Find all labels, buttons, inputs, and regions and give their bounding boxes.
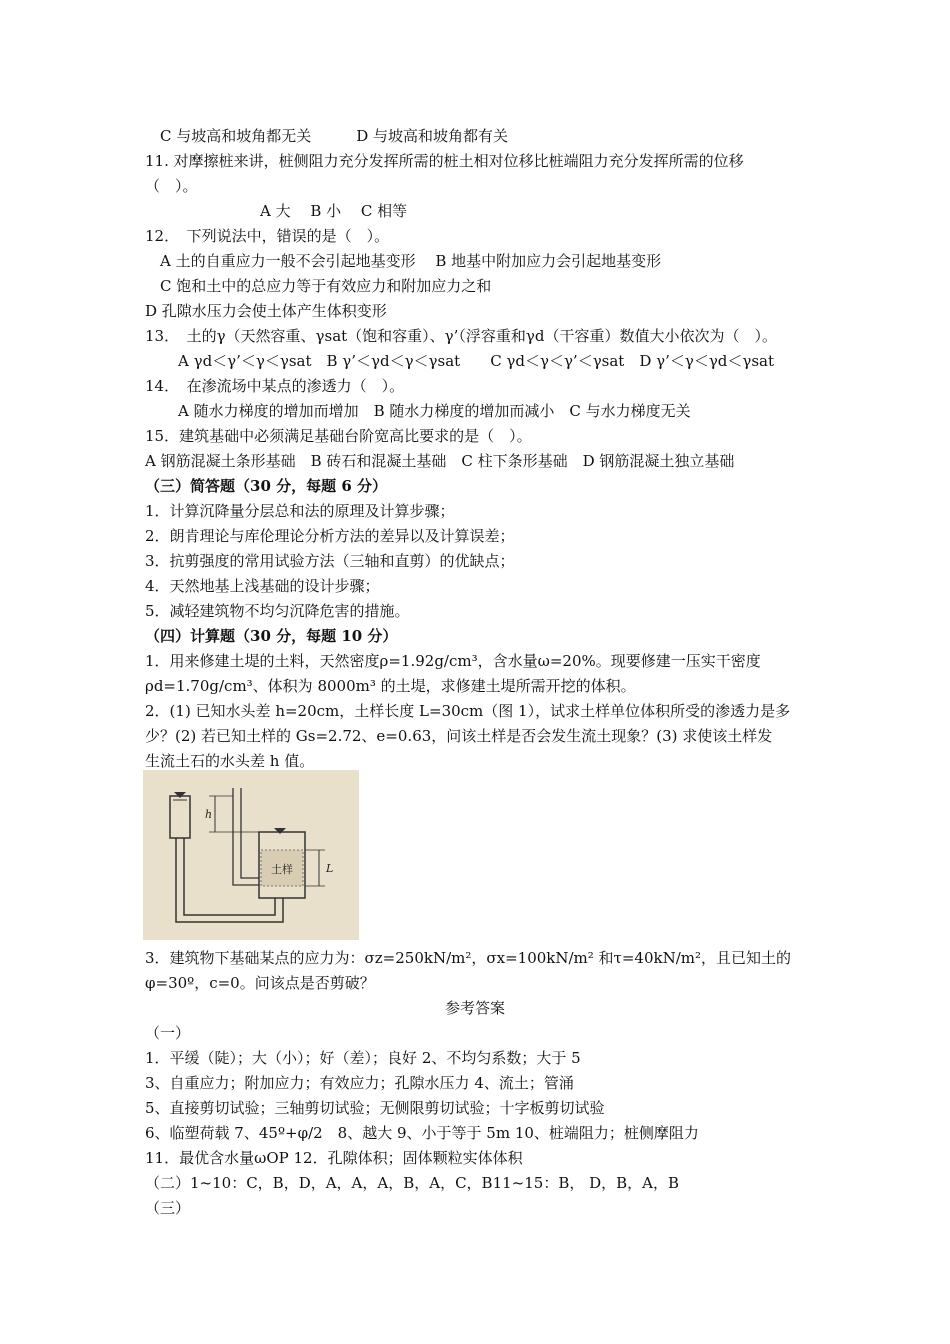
answer-section-3: （三）	[145, 1199, 191, 1217]
q15-text: 15．建筑基础中必须满足基础台阶宽高比要求的是（ ）。	[145, 427, 532, 445]
section-4-heading: （四）计算题（30 分，每题 10 分）	[145, 627, 398, 645]
L-label: L	[326, 862, 334, 875]
short-q3: 3．抗剪强度的常用试验方法（三轴和直剪）的优缺点；	[145, 552, 515, 570]
q12-option-d: D 孔隙水压力会使土体产生体积变形	[145, 302, 387, 320]
seepage-figure	[143, 770, 359, 940]
calc-q1-line1: 1．用来修建土堤的土料，天然密度ρ=1.92g/cm³，含水量ω=20%。现要修建一压实干密度	[145, 652, 761, 670]
calc-q2-line2: 少？(2) 若已知土样的 Gs=2.72、e=0.63，问该土样是否会发生流土现象？(3) 求使该土样发	[145, 727, 773, 745]
q11-text: 11. 对摩擦桩来讲，桩侧阻力充分发挥所需的桩土相对位移比桩端阻力充分发挥所需的位移	[145, 152, 744, 170]
q11-blank: （ ）。	[145, 177, 198, 195]
soil-sample-label: 土样	[271, 863, 293, 876]
h-label: h	[205, 808, 213, 821]
answer-section-1: （一）	[145, 1024, 191, 1042]
answer-line-4: 6、临塑荷载 7、45º+φ/2 8、越大 9、小于等于 5m 10、桩端阻力；桩侧摩阻力	[145, 1124, 699, 1142]
q14-options: A 随水力梯度的增加而增加 B 随水力梯度的增加而减小 C 与水力梯度无关	[178, 402, 691, 420]
q14-text: 14． 在渗流场中某点的渗透力（ ）。	[145, 377, 405, 395]
answer-line-3: 5、直接剪切试验；三轴剪切试验；无侧限剪切试验；十字板剪切试验	[145, 1099, 605, 1117]
short-q1: 1．计算沉降量分层总和法的原理及计算步骤；	[145, 502, 455, 520]
short-q5: 5．减轻建筑物不均匀沉降危害的措施。	[145, 602, 410, 620]
q13-options: A γd＜γ’＜γ＜γsat B γ’＜γd＜γ＜γsat C γd＜γ＜γ’＜γsat D γ’＜γ＜γd＜γsat	[178, 352, 775, 370]
answer-section-2: （二）1~10：C，B，D，A，A，A，B，A，C，B11~15：B， D，B，A，B	[145, 1174, 680, 1192]
q11-options: A 大 B 小 C 相等	[260, 202, 408, 220]
seepage-apparatus-diagram	[143, 770, 359, 940]
calc-q3-line2: φ=30º，c=0。问该点是否剪破？	[145, 974, 375, 992]
short-q4: 4．天然地基上浅基础的设计步骤；	[145, 577, 380, 595]
q15-options: A 钢筋混凝土条形基础 B 砖石和混凝土基础 C 柱下条形基础 D 钢筋混凝土独立基础	[145, 452, 735, 470]
section-3-heading: （三）简答题（30 分，每题 6 分）	[145, 477, 387, 495]
calc-q1-line2: ρd=1.70g/cm³、体积为 8000m³ 的土堤，求修建土堤所需开挖的体积。	[145, 677, 636, 695]
calc-q2-line3: 生流土石的水头差 h 值。	[145, 752, 315, 770]
q12-option-ab: A 土的自重应力一般不会引起地基变形 B 地基中附加应力会引起地基变形	[160, 252, 662, 270]
q13-text: 13． 土的γ（天然容重、γsat（饱和容重）、γ’（浮容重和γd（干容重）数值大小依次为（ ）。	[145, 327, 777, 345]
answer-title: 参考答案	[444, 999, 505, 1017]
q12-text: 12． 下列说法中，错误的是（ ）。	[145, 227, 390, 245]
answer-line-2: 3、自重应力；附加应力；有效应力；孔隙水压力 4、流土；管涌	[145, 1074, 574, 1092]
calc-q2-line1: 2．(1) 已知水头差 h=20cm，土样长度 L=30cm（图 1），试求土样单位体积所受的渗透力是多	[145, 702, 791, 720]
q12-option-c: C 饱和土中的总应力等于有效应力和附加应力之和	[160, 277, 492, 295]
calc-q3-line1: 3．建筑物下基础某点的应力为：σz=250kN/m²，σx=100kN/m² 和τ=40kN/m²，且已知土的	[145, 949, 792, 967]
answer-line-5: 11．最优含水量ωOP 12．孔隙体积；固体颗粒实体体积	[145, 1149, 523, 1167]
q10-options: C 与坡高和坡角都无关 D 与坡高和坡角都有关	[160, 127, 509, 145]
short-q2: 2．朗肯理论与库伦理论分析方法的差异以及计算误差；	[145, 527, 515, 545]
answer-line-1: 1．平缓（陡）；大（小）；好（差）；良好 2、不均匀系数；大于 5	[145, 1049, 581, 1067]
